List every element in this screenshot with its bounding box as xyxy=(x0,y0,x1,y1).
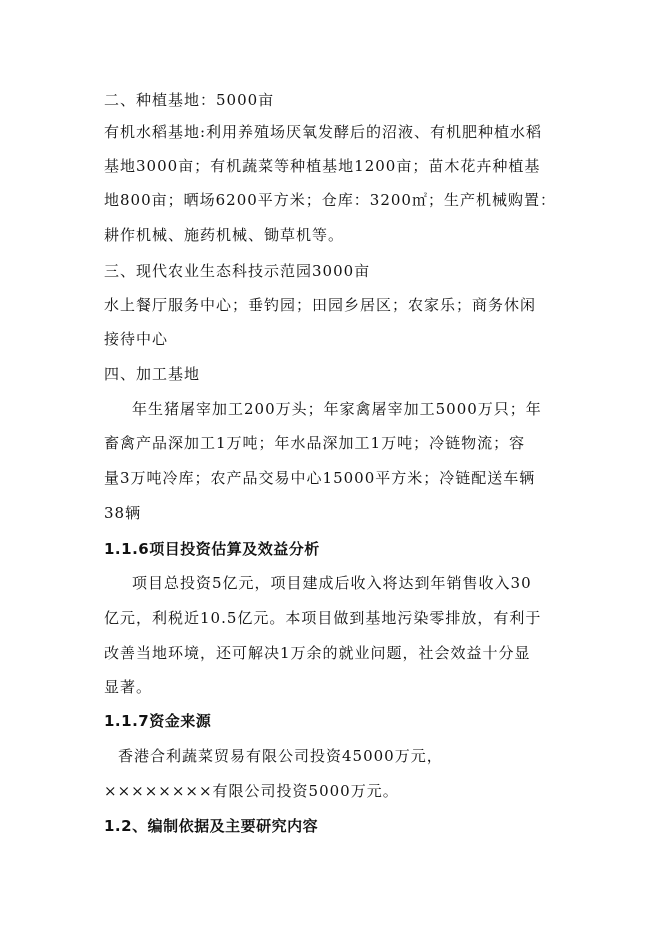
paragraph-line: 量3万吨冷库；农产品交易中心15000平方米；冷链配送车辆 xyxy=(104,469,536,487)
section-heading-planting: 二、种植基地：5000亩 xyxy=(104,91,275,109)
paragraph-line: ××××××××有限公司投资5000万元。 xyxy=(104,782,399,800)
paragraph-line: 亿元，利税近10.5亿元。本项目做到基地污染零排放，有利于 xyxy=(104,609,542,627)
paragraph-line: 耕作机械、施药机械、锄草机等。 xyxy=(104,226,345,244)
paragraph-line: 水上餐厅服务中心；垂钓园；田园乡居区；农家乐；商务休闲 xyxy=(104,296,537,314)
heading-1-2: 1.2、编制依据及主要研究内容 xyxy=(104,817,319,835)
paragraph-line: 有机水稻基地:利用养殖场厌氧发酵后的沼液、有机肥种植水稻 xyxy=(104,123,543,141)
paragraph-line: 地800亩；晒场6200平方米；仓库：3200㎡；生产机械购置： xyxy=(104,191,556,209)
heading-1-1-7: 1.1.7资金来源 xyxy=(104,712,212,730)
paragraph-line: 年生猪屠宰加工200万头；年家禽屠宰加工5000万只；年 xyxy=(132,400,542,418)
paragraph-line: 改善当地环境，还可解决1万余的就业问题，社会效益十分显 xyxy=(104,644,531,662)
paragraph-line: 香港合利蔬菜贸易有限公司投资45000万元， xyxy=(118,747,443,765)
paragraph-line: 接待中心 xyxy=(104,330,169,348)
heading-1-1-6: 1.1.6项目投资估算及效益分析 xyxy=(104,540,320,558)
paragraph-line: 38辆 xyxy=(104,504,142,522)
paragraph-line: 显著。 xyxy=(104,678,153,696)
paragraph-line: 畜禽产品深加工1万吨；年水品深加工1万吨；冷链物流；容 xyxy=(104,434,526,452)
section-heading-processing: 四、加工基地 xyxy=(104,365,201,383)
section-heading-ecopark: 三、现代农业生态科技示范园3000亩 xyxy=(104,262,371,280)
paragraph-line: 项目总投资5亿元，项目建成后收入将达到年销售收入30 xyxy=(132,574,532,592)
paragraph-line: 基地3000亩；有机蔬菜等种植基地1200亩；苗木花卉种植基 xyxy=(104,157,541,175)
